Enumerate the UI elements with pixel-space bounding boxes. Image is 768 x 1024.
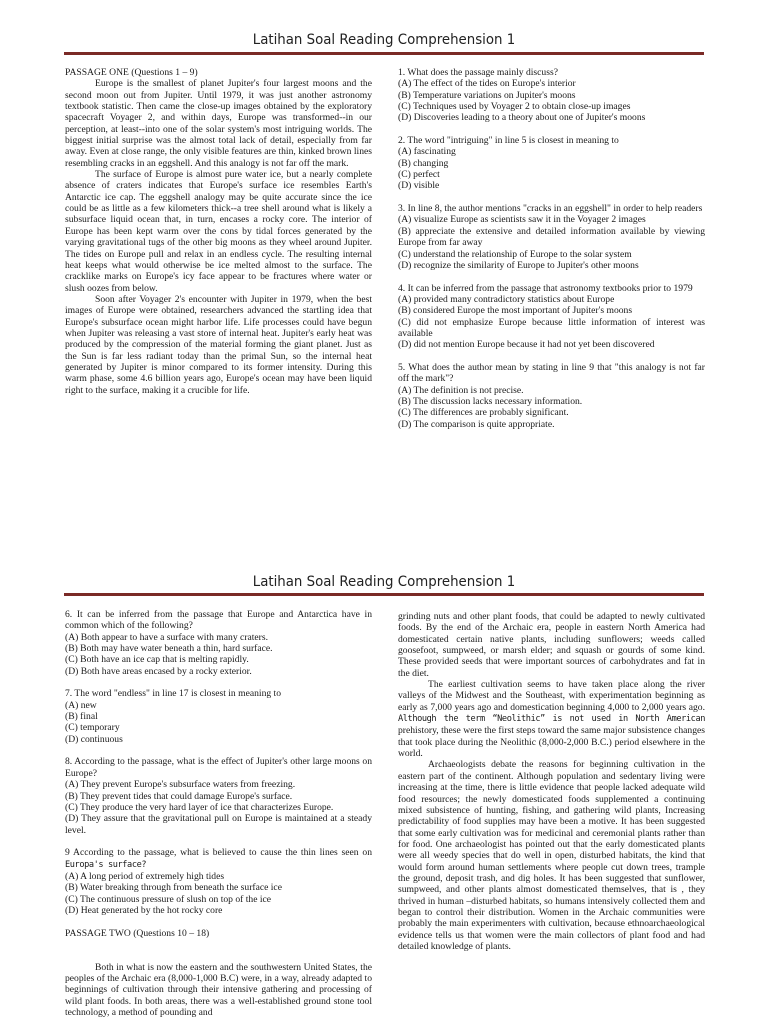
option: (B) They prevent tides that could damage Europe's surface. — [65, 790, 293, 802]
option: (B) Water breaking through from beneath the surface ice — [65, 882, 282, 894]
paragraph: grinding nuts and other plant foods, that could be adapted to newly cultivated foods. By the end of the Archaic era, people in eastern North America had domesticated certain native plants, including sunflowers; weeds called goosefoot, sumpweed, or marsh elder; and squash or gourds of some kind. These provided seeds that were important sources of carbohydrates and fat in the diet. — [398, 611, 705, 679]
option: (B) The discussion lacks necessary information. — [398, 395, 583, 407]
passage-one-column — [65, 67, 372, 396]
question — [65, 847, 372, 916]
option: (A) visualize Europe as scientists saw it in the Voyager 2 images — [398, 214, 646, 226]
option: (C) Techniques used by Voyager 2 to obtain close-up images — [398, 101, 631, 113]
option: (D) continuous — [65, 733, 123, 745]
option: (D) did not mention Europe because it had not yet been discovered — [398, 339, 655, 351]
option: (C) understand the relationship of Europe to the solar system — [398, 248, 632, 260]
passage-heading: PASSAGE ONE (Questions 1 – 9) — [65, 67, 198, 78]
option: (C) Both have an ice cap that is melting rapidly. — [65, 654, 249, 666]
option: (D) Discoveries leading to a theory about one of Jupiter's moons — [398, 112, 646, 124]
page-title: Latihan Soal Reading Comprehension 1 — [252, 574, 516, 590]
option: (A) A long period of extremely high tides — [65, 870, 225, 882]
question — [65, 609, 372, 677]
option: (D) They assure that the gravitational pull on Europe is maintained at a steady level. — [65, 813, 372, 836]
question-text: 8. According to the passage, what is the effect of Jupiter's other large moons on Europe? — [65, 756, 372, 779]
option: (A) Both appear to have a surface with many craters. — [65, 631, 268, 643]
option: (C) They produce the very hard layer of ice that characterizes Europe. — [65, 801, 334, 813]
passage-two-column — [398, 611, 705, 952]
option: (B) final — [65, 711, 98, 723]
title-rule — [64, 593, 704, 596]
question — [398, 67, 705, 124]
question-text: 2. The word "intriguing" in line 5 is closest in meaning to — [398, 135, 619, 147]
option: (B) appreciate the extensive and detailed information available by viewing Europe from far away — [398, 225, 705, 249]
option: (B) considered Europe the most important of Jupiter's moons — [398, 305, 633, 317]
option: (C) did not emphasize Europe because little information of interest was available — [398, 316, 705, 339]
question — [398, 283, 705, 351]
option: (D) Both have areas encased by a rocky exterior. — [65, 665, 252, 677]
question-text-tail: Europa's surface? — [65, 859, 147, 870]
paragraph — [398, 679, 705, 759]
paragraph: Soon after Voyager 2's encounter with Jupiter in 1979, when the best images of Europe were obtained, researchers advanced the startling idea that Europe's subsurface ocean might harbor life. Life processes could have begun when Jupiter was releasing a vast store of internal heat. Jupiter's early heat was produced by the compression of the material forming the giant planet. Just as the Sun is far less radiant today than the primal Sun, so the internal heat generated by Jupiter is minor compared to its former intensity. During this warm phase, some 4.6 billion years ago, Europe's ocean may have been liquid right to the surface, making it a crucible for life. — [65, 293, 372, 396]
paragraph: The surface of Europe is almost pure water ice, but a nearly complete absence of craters indicates that Europe's surface ice resembles Earth's Antarctic ice cap. The eggshell analogy may be quite accurate since the ice could be as little as a few kilometers thick--a tree shell around what is likely a subsurface liquid ocean that, in turn, encases a rocky core. The interior of Europe has been kept warm over the cons by tidal forces generated by the varying gravitational tugs of the other big moons as they wheel around Jupiter. The tides on Europe pull and relax in an endless cycle. The resulting internal heat keeps what would otherwise be ice melted almost to the surface. The cracklike marks on Europe's icy face appear to be fractures where water or slush oozes from below. — [65, 169, 372, 294]
option: (B) changing — [398, 157, 449, 169]
question — [398, 203, 705, 271]
question-text: 7. The word "endless" in line 17 is closest in meaning to — [65, 688, 282, 700]
question-text: 6. It can be inferred from the passage that Europe and Antarctica have in common which of the following? — [65, 609, 372, 632]
option: (D) visible — [398, 180, 440, 192]
question-text-main: 9 According to the passage, what is believed to cause the thin lines seen on — [65, 847, 372, 859]
paragraph-part-highlight: Although the term “Neolithic” is not used in North American — [398, 714, 705, 725]
question — [65, 688, 372, 745]
question — [65, 756, 372, 835]
page-title: Latihan Soal Reading Comprehension 1 — [252, 32, 516, 48]
option: (B) Temperature variations on Jupiter's moons — [398, 89, 576, 101]
question — [398, 362, 705, 430]
questions-column — [65, 609, 372, 1018]
option: (D) The comparison is quite appropriate. — [398, 418, 555, 430]
option: (C) The continuous pressure of slush on top of the ice — [65, 893, 272, 905]
question-text: 4. It can be inferred from the passage that astronomy textbooks prior to 1979 — [398, 282, 693, 294]
paragraph: Archaeologists debate the reasons for beginning cultivation in the eastern part of the continent. Although population and sedentary living were increasing at the time, there is little evidence that people lacked adequate wild food resources; the newly domesticated foods supplemented a continuing mixed subsistence of hunting, fishing, and gathering wild plants, Increasing predictability of food supplies may have been a motive. It has been suggested that some early cultivation was for medicinal and ceremonial plants rather than for food. One archaeologist has pointed out that the early domesticated plants were all weedy species that do well in open, disturbed habitats, the kind that would form around human settlements where people cut down trees, trample the ground, deposit trash, and dig holes. It has been suggested that sunflower, sumpweed, and other plants almost domesticated themselves, that is , they thrived in human –disturbed habitats, so humans intensively collected them and began to control their distribution. Women in the Archaic communities were probably the main experimenters with cultivation, because ethnoarchaeological evidence tells us that women were the main collectors of plant food and had detailed knowledge of plants. — [398, 759, 705, 952]
option: (A) The definition is not precise. — [398, 384, 524, 396]
option: (A) new — [65, 699, 97, 711]
questions-column — [398, 67, 705, 441]
title-rule — [64, 52, 704, 55]
option: (A) provided many contradictory statistics about Europe — [398, 293, 615, 305]
page-two — [0, 540, 768, 1024]
question-text — [65, 847, 372, 871]
option: (A) They prevent Europe's subsurface waters from freezing. — [65, 779, 296, 791]
question-text: 5. What does the author mean by stating in line 9 that "this analogy is not far off the mark"? — [398, 361, 705, 385]
paragraph: Europe is the smallest of planet Jupiter's four largest moons and the second moon out from Jupiter. Until 1979, it was just another astronomy textbook statistic. Then came the close-up images obtained by the exploratory spacecraft Voyager 2, and within days, Europe was transformed--in our perception, at least--into one of the solar system's most intriguing worlds. The biggest initial surprise was the almost total lack of detail, especially from far away. Even at close range, the only visible features are thin, kinked brown lines resembling cracks in an eggshell. And this analogy is not far off the mark. — [65, 78, 372, 169]
question-text: 3. In line 8, the author mentions "cracks in an eggshell" in order to help readers — [398, 203, 703, 215]
option: (D) Heat generated by the hot rocky core — [65, 904, 223, 916]
option: (A) fascinating — [398, 146, 456, 158]
paragraph-part: The earliest cultivation seems to have taken place along the river valleys of the Midwest and the Southeast, with experimentation beginning as early as 7,000 years ago and domestication beginning 4,000 to 2,000 years ago. — [398, 679, 705, 713]
option: (D) recognize the similarity of Europe to Jupiter's other moons — [398, 259, 639, 271]
option: (A) The effect of the tides on Europe's interior — [398, 78, 576, 90]
option: (C) perfect — [398, 169, 440, 181]
paragraph-part: prehistory, these were the first steps toward the same major subsistence changes that took place during the Neolithic (8,000-2,000 B.C.) period elsewhere in the world. — [398, 725, 705, 760]
passage-heading: PASSAGE TWO (Questions 10 – 18) — [65, 927, 210, 939]
question — [398, 135, 705, 192]
paragraph: Both in what is now the eastern and the southwestern United States, the peoples of the Archaic era (8,000-1,000 B.C) were, in a way, already adapted to beginnings of cultivation through their intensive gathering and processing of wild plant foods. In both areas, there was a well-established ground stone tool technology, a method of pounding and — [65, 961, 372, 1019]
option: (B) Both may have water beneath a thin, hard surface. — [65, 643, 273, 655]
option: (C) temporary — [65, 722, 120, 734]
option: (C) The differences are probably significant. — [398, 407, 569, 419]
question-text: 1. What does the passage mainly discuss? — [398, 67, 558, 78]
